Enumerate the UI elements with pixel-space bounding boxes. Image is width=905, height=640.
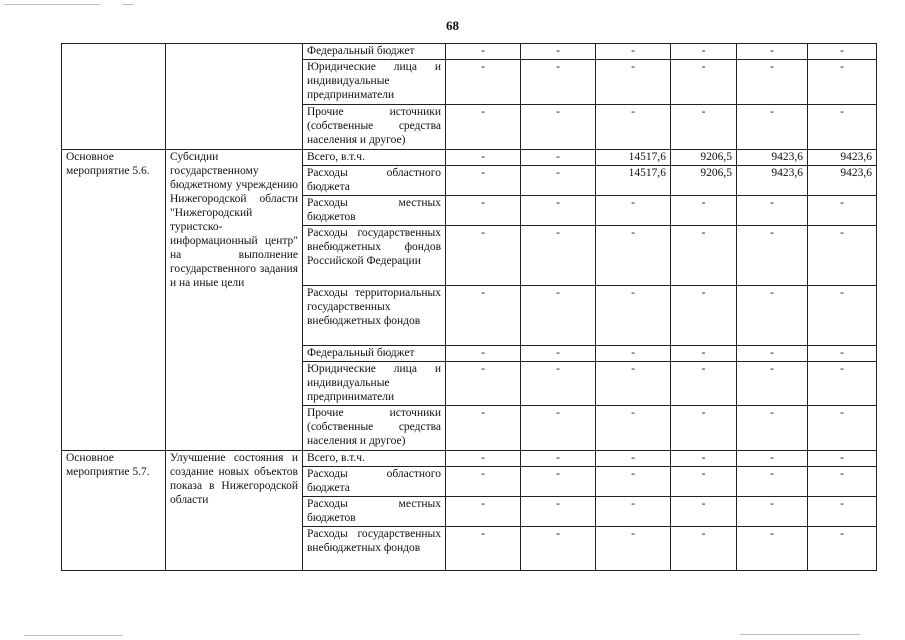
value-cell: - — [808, 346, 877, 362]
source-cell: Расходы областного бюджета — [303, 467, 446, 497]
value-cell: - — [808, 362, 877, 406]
value-cell: - — [521, 467, 596, 497]
value-cell: - — [521, 497, 596, 527]
value-cell: - — [446, 105, 521, 150]
page-number: 68 — [446, 18, 459, 33]
value-cell: - — [521, 60, 596, 105]
value-cell: - — [446, 60, 521, 105]
source-cell: Юридические лица и индивидуальные предприниматели — [303, 362, 446, 406]
source-cell: Всего, в.т.ч. — [303, 451, 446, 467]
value-cell: - — [808, 196, 877, 226]
value-cell: - — [596, 44, 671, 60]
value-cell: - — [671, 497, 737, 527]
value-cell: - — [596, 467, 671, 497]
value-cell: - — [596, 226, 671, 286]
value-cell: - — [521, 346, 596, 362]
value-cell: - — [521, 362, 596, 406]
value-cell: - — [808, 467, 877, 497]
value-cell: - — [671, 346, 737, 362]
source-cell: Юридические лица и индивидуальные предприниматели — [303, 60, 446, 105]
value-cell: - — [446, 196, 521, 226]
value-cell: - — [446, 467, 521, 497]
value-cell: 14517,6 — [596, 150, 671, 166]
value-cell: - — [521, 105, 596, 150]
value-cell: - — [737, 44, 808, 60]
value-cell: - — [737, 196, 808, 226]
value-cell: - — [446, 497, 521, 527]
value-cell: - — [737, 105, 808, 150]
measure-cell: Основное мероприятие 5.7. — [62, 451, 166, 571]
value-cell: - — [671, 286, 737, 346]
value-cell: - — [446, 527, 521, 571]
value-cell: - — [596, 105, 671, 150]
value-cell: - — [446, 346, 521, 362]
source-cell: Прочие источники (собственные средства населения и другое) — [303, 406, 446, 451]
value-cell: - — [521, 286, 596, 346]
value-cell: - — [596, 362, 671, 406]
value-cell: - — [596, 406, 671, 451]
value-cell: - — [521, 44, 596, 60]
measure-cell: Основное мероприятие 5.6. — [62, 150, 166, 451]
budget-table — [61, 43, 877, 571]
value-cell: - — [671, 226, 737, 286]
source-cell: Расходы государственных внебюджетных фондов Российской Федерации — [303, 226, 446, 286]
source-cell: Федеральный бюджет — [303, 44, 446, 60]
value-cell: - — [671, 451, 737, 467]
source-cell: Расходы местных бюджетов — [303, 196, 446, 226]
value-cell: - — [521, 226, 596, 286]
value-cell: - — [446, 166, 521, 196]
value-cell: - — [671, 60, 737, 105]
source-cell: Федеральный бюджет — [303, 346, 446, 362]
value-cell: 9423,6 — [808, 150, 877, 166]
value-cell: 14517,6 — [596, 166, 671, 196]
value-cell: - — [521, 166, 596, 196]
value-cell: - — [808, 527, 877, 571]
value-cell: - — [596, 60, 671, 105]
value-cell: - — [671, 527, 737, 571]
value-cell: - — [596, 451, 671, 467]
value-cell: - — [521, 406, 596, 451]
source-cell: Всего, в.т.ч. — [303, 150, 446, 166]
value-cell: - — [671, 406, 737, 451]
scan-artifact-line — [4, 4, 100, 5]
source-cell: Расходы местных бюджетов — [303, 497, 446, 527]
value-cell: - — [596, 346, 671, 362]
description-cell: Субсидии государственному бюджетному учреждению Нижегородской области "Нижегородский туристско-информационный центр" на выполнение государственного задания и на иные цели — [166, 150, 303, 451]
value-cell: - — [737, 406, 808, 451]
source-cell: Расходы территориальных государственных внебюджетных фондов — [303, 286, 446, 346]
value-cell: - — [671, 44, 737, 60]
table-row — [62, 44, 877, 60]
value-cell: - — [808, 44, 877, 60]
measure-cell — [62, 44, 166, 150]
value-cell: - — [737, 527, 808, 571]
value-cell: 9206,5 — [671, 150, 737, 166]
value-cell: - — [737, 346, 808, 362]
value-cell: 9423,6 — [808, 166, 877, 196]
table-row — [62, 451, 877, 467]
value-cell: - — [596, 196, 671, 226]
value-cell: 9423,6 — [737, 166, 808, 196]
source-cell: Расходы государственных внебюджетных фондов — [303, 527, 446, 571]
value-cell: - — [521, 150, 596, 166]
value-cell: - — [808, 406, 877, 451]
value-cell: - — [446, 150, 521, 166]
value-cell: - — [737, 497, 808, 527]
value-cell: - — [446, 406, 521, 451]
value-cell: - — [521, 451, 596, 467]
value-cell: - — [808, 60, 877, 105]
scan-artifact-line — [24, 635, 122, 636]
value-cell: - — [808, 286, 877, 346]
value-cell: 9206,5 — [671, 166, 737, 196]
value-cell: - — [808, 226, 877, 286]
value-cell: - — [671, 362, 737, 406]
value-cell: - — [808, 451, 877, 467]
value-cell: - — [808, 105, 877, 150]
value-cell: - — [446, 44, 521, 60]
table-row — [62, 150, 877, 166]
value-cell: - — [596, 286, 671, 346]
scan-artifact-line — [122, 4, 134, 5]
scan-artifact-line — [740, 634, 860, 635]
value-cell: - — [446, 226, 521, 286]
description-cell — [166, 44, 303, 150]
value-cell: - — [446, 286, 521, 346]
value-cell: - — [596, 527, 671, 571]
value-cell: - — [737, 286, 808, 346]
value-cell: - — [446, 362, 521, 406]
value-cell: - — [737, 362, 808, 406]
value-cell: - — [671, 467, 737, 497]
value-cell: - — [446, 451, 521, 467]
description-cell: Улучшение состояния и создание новых объектов показа в Нижегородской области — [166, 451, 303, 571]
value-cell: - — [671, 196, 737, 226]
source-cell: Расходы областного бюджета — [303, 166, 446, 196]
value-cell: - — [671, 105, 737, 150]
value-cell: - — [737, 451, 808, 467]
value-cell: 9423,6 — [737, 150, 808, 166]
value-cell: - — [521, 527, 596, 571]
value-cell: - — [808, 497, 877, 527]
value-cell: - — [737, 467, 808, 497]
value-cell: - — [737, 226, 808, 286]
value-cell: - — [737, 60, 808, 105]
source-cell: Прочие источники (собственные средства населения и другое) — [303, 105, 446, 150]
value-cell: - — [596, 497, 671, 527]
value-cell: - — [521, 196, 596, 226]
